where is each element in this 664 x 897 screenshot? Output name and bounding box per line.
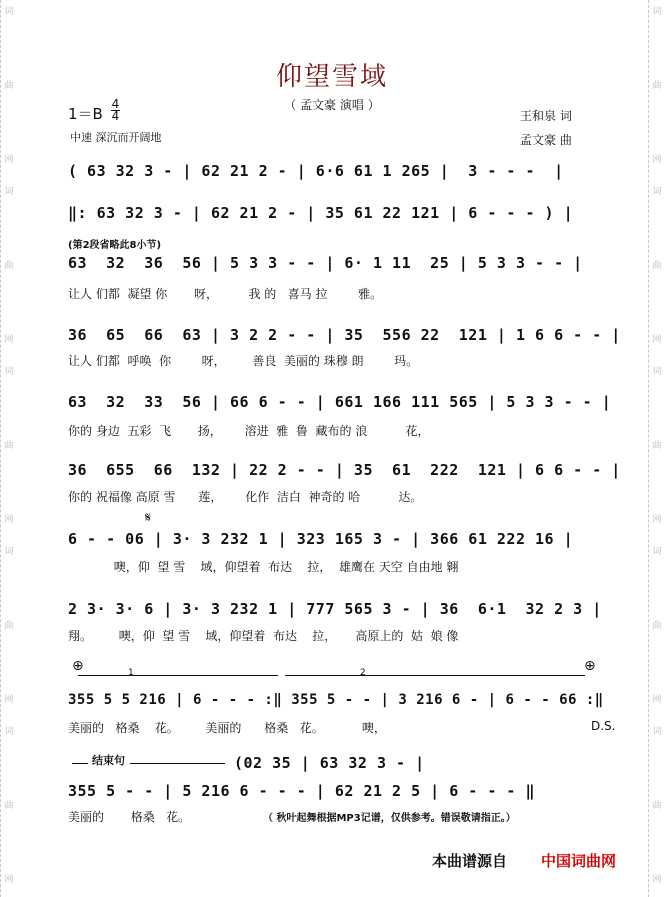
- watermark-char: 网: [652, 515, 662, 525]
- coda-sign-right: ⊕: [584, 658, 596, 674]
- watermark-char: 网: [4, 695, 14, 705]
- time-signature: [111, 99, 120, 122]
- watermark-char: 曲: [4, 81, 14, 91]
- watermark-char: 网: [652, 155, 662, 165]
- skip-note: (第2段省略此8小节): [68, 240, 162, 251]
- notation-row-6: 36 655 66 132 | 22 2 - - | 35 61 222 121 | 6 6 - - |: [68, 461, 621, 479]
- composer-credit: 孟文豪 曲: [520, 133, 572, 147]
- notation-row-9: 355 5 5 216 | 6 - - - :‖ 355 5 - - | 3 216 6 - | 6 - - 66 :‖: [68, 692, 604, 708]
- watermark-char: 曲: [652, 261, 662, 271]
- watermark-char: 网: [4, 875, 14, 885]
- watermark-char: 曲: [4, 441, 14, 451]
- coda-sign-left: ⊕: [72, 658, 84, 674]
- watermark-char: 词: [652, 727, 662, 737]
- watermark-char: 曲: [4, 801, 14, 811]
- watermark-char: 词: [4, 7, 14, 17]
- ending-label: 结束句: [92, 754, 125, 767]
- time-sig-bottom: 4: [111, 109, 120, 123]
- watermark-char: 词: [652, 547, 662, 557]
- watermark-char: 词: [4, 187, 14, 197]
- volta-1-line: [78, 675, 278, 676]
- watermark-char: 曲: [652, 621, 662, 631]
- tempo-marking: 中速 深沉而开阔地: [70, 131, 162, 144]
- watermark-char: 网: [652, 335, 662, 345]
- lyric-row-3: 让人 们都 凝望 你 呀， 我 的 喜马 拉 雅。: [68, 287, 383, 301]
- notation-row-1: ( 63 32 3 - | 62 21 2 - | 6·6 61 1 265 | 3 - - - |: [68, 162, 564, 180]
- watermark-char: 网: [4, 515, 14, 525]
- lyric-row-4: 让人 们都 呼唤 你 呀， 善良 美丽的 珠穆 朗 玛。: [68, 354, 419, 368]
- watermark-char: 网: [4, 335, 14, 345]
- transcription-remark: （ 秋叶起舞根据MP3记谱，仅供参考。错误敬请指正。）: [263, 813, 516, 824]
- key-signature: 1＝B: [68, 105, 103, 123]
- watermark-char: 网: [4, 155, 14, 165]
- segno-sign: 𝄋: [145, 510, 152, 526]
- watermark-char: 网: [652, 695, 662, 705]
- lyricist-credit: 王和泉 词: [520, 109, 572, 123]
- notation-row-8: 2 3· 3· 6 | 3· 3 232 1 | 777 565 3 - | 36 6·1 32 2 3 |: [68, 600, 602, 618]
- volta-1-label: 1: [128, 668, 134, 678]
- lyric-row-7: 噢，仰 望 雪 域，仰望着 布达 拉， 雄鹰在 天空 自由地 翱: [68, 560, 459, 574]
- watermark-char: 词: [652, 187, 662, 197]
- ending-intro-notes: (02 35 | 63 32 3 - |: [234, 754, 425, 772]
- watermark-char: 词: [4, 367, 14, 377]
- notation-row-3: 63 32 36 56 | 5 3 3 - - | 6· 1 11 25 | 5 3 3 - - |: [68, 254, 583, 272]
- lyric-row-9: 美丽的 格桑 花。 美丽的 格桑 花。 噢，: [68, 721, 386, 735]
- watermark-char: 曲: [652, 441, 662, 451]
- lyric-row-10: 美丽的 格桑 花。: [68, 810, 191, 824]
- source-label: 本曲谱源自: [432, 852, 508, 870]
- volta-2-label: 2: [360, 668, 366, 678]
- watermark-char: 词: [652, 7, 662, 17]
- notation-row-2: ‖: 63 32 3 - | 62 21 2 - | 35 61 22 121 | 6 - - - ) |: [68, 204, 574, 222]
- watermark-char: 曲: [4, 261, 14, 271]
- dal-segno: D.S.: [591, 719, 616, 733]
- watermark-char: 曲: [652, 81, 662, 91]
- notation-row-10: 355 5 - - | 5 216 6 - - - | 62 21 2 5 | 6 - - - ‖: [68, 782, 536, 800]
- volta-2-line: [285, 675, 585, 676]
- notation-row-5: 63 32 33 56 | 66 6 - - | 661 166 111 565 | 5 3 3 - - |: [68, 393, 612, 411]
- song-title: 仰望雪域: [275, 62, 388, 92]
- singer-credit: （ 孟文豪 演唱 ）: [284, 98, 380, 112]
- source-site-link[interactable]: 中国词曲网: [541, 852, 617, 870]
- watermark-char: 词: [4, 547, 14, 557]
- notation-row-4: 36 65 66 63 | 3 2 2 - - | 35 556 22 121 | 1 6 6 - - |: [68, 326, 621, 344]
- lyric-row-8: 翔。 噢，仰 望 雪 域，仰望着 布达 拉， 高原上的 姑 娘 像: [68, 629, 459, 643]
- watermark-char: 曲: [652, 801, 662, 811]
- ending-line-left: [72, 763, 88, 764]
- ending-line-right: [130, 763, 225, 764]
- lyric-row-6: 你的 祝福像 高原 雪 莲， 化作 洁白 神奇的 哈 达。: [68, 490, 423, 504]
- watermark-char: 网: [652, 875, 662, 885]
- time-sig-top: 4: [111, 97, 120, 111]
- lyric-row-5: 你的 身边 五彩 飞 扬， 溶进 雅 鲁 藏布的 浪 花，: [68, 424, 430, 438]
- watermark-char: 词: [4, 727, 14, 737]
- watermark-char: 词: [652, 367, 662, 377]
- watermark-char: 曲: [4, 621, 14, 631]
- notation-row-7: 6 - - 06 | 3· 3 232 1 | 323 165 3 - | 366 61 222 16 |: [68, 530, 574, 548]
